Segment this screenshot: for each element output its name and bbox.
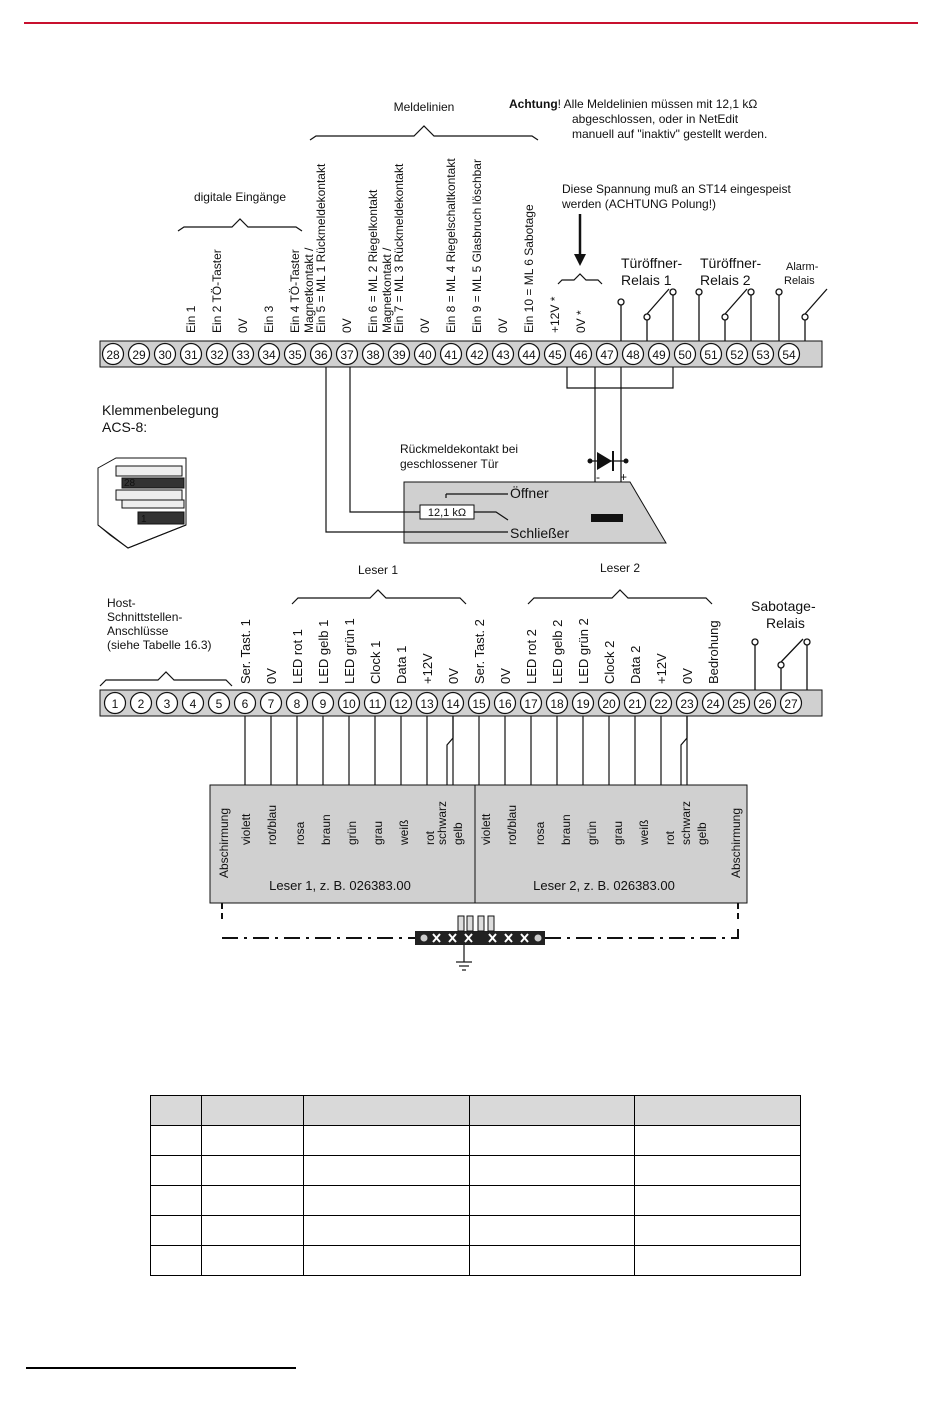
terminal-label: Ein 4 TÖ-Taster bbox=[288, 249, 302, 333]
terminal-41 bbox=[441, 344, 462, 365]
top-label-35 bbox=[288, 249, 302, 333]
wire-label: Abschirmung bbox=[217, 807, 231, 878]
wire-label: braun bbox=[319, 814, 333, 845]
terminal-54 bbox=[779, 344, 800, 365]
terminal-48 bbox=[623, 344, 644, 365]
bottom-label-22: +12V bbox=[654, 653, 669, 684]
terminal-number: 2 bbox=[137, 697, 145, 711]
terminal-number: 15 bbox=[472, 697, 486, 711]
terminal-42 bbox=[467, 344, 488, 365]
terminal-4 bbox=[183, 693, 204, 714]
terminal-10 bbox=[339, 693, 360, 714]
wire-label: rosa bbox=[293, 821, 307, 845]
wire-label: braun bbox=[559, 814, 573, 845]
terminal-number: 10 bbox=[342, 697, 356, 711]
table-header-cell bbox=[202, 1096, 304, 1126]
table-header-cell bbox=[303, 1096, 469, 1126]
terminal-27 bbox=[781, 693, 802, 714]
oeffner-label: Öffner bbox=[510, 485, 549, 501]
terminal-number: 53 bbox=[756, 348, 770, 362]
top-label-44 bbox=[522, 204, 536, 333]
terminal-47 bbox=[597, 344, 618, 365]
top-label-46 bbox=[574, 310, 588, 333]
table-header-row bbox=[151, 1096, 801, 1126]
terminal-number: 27 bbox=[784, 697, 798, 711]
klemmen-label: Klemmenbelegung bbox=[102, 402, 219, 418]
bottom-label-23: 0V bbox=[680, 668, 695, 684]
leser2-box-label: Leser 2, z. B. 026383.00 bbox=[533, 878, 675, 893]
terminal-label: Ein 3 bbox=[262, 305, 276, 333]
terminal-11 bbox=[365, 693, 386, 714]
terminal-number: 39 bbox=[392, 348, 406, 362]
terminal-label: 0V bbox=[236, 318, 250, 333]
terminal-13 bbox=[417, 693, 438, 714]
bottom-label-9: LED gelb 1 bbox=[316, 619, 331, 684]
top-label-34 bbox=[262, 305, 276, 333]
bottom-label-12: Data 1 bbox=[394, 645, 409, 684]
terminal-38 bbox=[363, 344, 384, 365]
terminal-18 bbox=[547, 693, 568, 714]
terminal-21 bbox=[625, 693, 646, 714]
terminal-39 bbox=[389, 344, 410, 365]
bottom-label-11: Clock 1 bbox=[368, 640, 383, 684]
rueckmelde-label: Rückmeldekontakt bei bbox=[400, 442, 519, 456]
bottom-label-7: 0V bbox=[264, 668, 279, 684]
wire-label: schwarz bbox=[435, 800, 449, 845]
klemmen-1: 1 bbox=[141, 514, 147, 525]
tueroeffner2-label: Türöffner- bbox=[700, 255, 762, 271]
wire-label: grau bbox=[611, 820, 625, 845]
terminal-label: Ein 10 = ML 6 Sabotage bbox=[522, 204, 536, 333]
bottom-label-21: Data 2 bbox=[628, 645, 643, 684]
table-row bbox=[151, 1156, 801, 1186]
terminal-33 bbox=[233, 344, 254, 365]
top-label-37 bbox=[340, 318, 354, 333]
magnet-bar bbox=[591, 514, 623, 522]
terminal-number: 49 bbox=[652, 348, 666, 362]
terminal-label: Ein 1 bbox=[184, 305, 198, 333]
terminal-number: 30 bbox=[158, 348, 172, 362]
terminal-number: 52 bbox=[730, 348, 744, 362]
terminal-3 bbox=[157, 693, 178, 714]
terminal-number: 3 bbox=[163, 697, 171, 711]
achtung-note: Achtung! Alle Meldelinien müssen mit 12,1 kΩ bbox=[509, 97, 758, 111]
digitale-eingaenge-label: digitale Eingänge bbox=[193, 190, 287, 204]
bottom-label-18: LED gelb 2 bbox=[550, 619, 565, 684]
wire-label: rot bbox=[423, 830, 437, 845]
terminal-number: 50 bbox=[678, 348, 692, 362]
terminal-label: 0V * bbox=[574, 310, 588, 333]
rueckmelde-label2: geschlossener Tür bbox=[400, 457, 499, 471]
wire-label: violett bbox=[239, 813, 253, 845]
digitale-brace bbox=[178, 219, 302, 231]
terminal-label: 0V bbox=[340, 318, 354, 333]
sabotage-label2: Relais bbox=[766, 615, 805, 631]
terminal-number: 11 bbox=[368, 697, 382, 711]
wire-label: grau bbox=[371, 820, 385, 845]
terminal-number: 36 bbox=[314, 348, 328, 362]
terminal-number: 29 bbox=[132, 348, 146, 362]
top-label-36 bbox=[302, 163, 328, 333]
bottom-terminal-labels bbox=[238, 618, 721, 684]
terminal-16 bbox=[495, 693, 516, 714]
terminal-19 bbox=[573, 693, 594, 714]
table-row bbox=[151, 1186, 801, 1216]
terminal-number: 32 bbox=[210, 348, 224, 362]
bottom-label-6: Ser. Tast. 1 bbox=[238, 619, 253, 684]
terminal-number: 8 bbox=[293, 697, 301, 711]
leser2-brace bbox=[528, 590, 712, 604]
terminal-50 bbox=[675, 344, 696, 365]
sabotage-relay-contact bbox=[752, 639, 810, 690]
terminal-number: 42 bbox=[470, 348, 484, 362]
host-label4: (siehe Tabelle 16.3) bbox=[107, 638, 212, 652]
top-terminal-labels bbox=[184, 158, 588, 333]
terminal-number: 54 bbox=[782, 348, 796, 362]
pin-table bbox=[150, 1095, 801, 1276]
terminal-5 bbox=[209, 693, 230, 714]
resistor-label: 12,1 kΩ bbox=[427, 507, 467, 519]
terminal-46 bbox=[571, 344, 592, 365]
terminal-number: 43 bbox=[496, 348, 510, 362]
alarm-label: Alarm- bbox=[786, 261, 819, 273]
terminal-number: 31 bbox=[184, 348, 198, 362]
alarm-relay-contact bbox=[776, 289, 827, 341]
tueroeffner2-label2: Relais 2 bbox=[700, 272, 751, 288]
spannung-line2: werden (ACHTUNG Polung!) bbox=[562, 197, 717, 211]
wire-label: rot bbox=[663, 830, 677, 845]
terminal-number: 28 bbox=[106, 348, 120, 362]
terminal-number: 26 bbox=[758, 697, 772, 711]
terminal-34 bbox=[259, 344, 280, 365]
terminal-label: +12V * bbox=[548, 296, 562, 333]
terminal-9 bbox=[313, 693, 334, 714]
terminal-label: Ein 2 TÖ-Taster bbox=[210, 249, 224, 333]
bottom-label-8: LED rot 1 bbox=[290, 629, 305, 684]
meldelinien-label: Meldelinien bbox=[393, 100, 455, 114]
bottom-label-20: Clock 2 bbox=[602, 640, 617, 684]
terminal-12 bbox=[391, 693, 412, 714]
top-label-31 bbox=[184, 305, 198, 333]
spannung-arrowhead bbox=[574, 254, 586, 266]
terminal-number: 7 bbox=[267, 697, 275, 711]
host-label3: Anschlüsse bbox=[107, 624, 169, 638]
top-label-40 bbox=[418, 318, 432, 333]
terminal-35 bbox=[285, 344, 306, 365]
terminal-number: 18 bbox=[550, 697, 564, 711]
terminal-number: 6 bbox=[241, 697, 249, 711]
top-label-39 bbox=[380, 163, 406, 333]
reader-wires bbox=[245, 716, 687, 785]
terminal-25 bbox=[729, 693, 750, 714]
table-row bbox=[151, 1126, 801, 1156]
terminal-number: 51 bbox=[704, 348, 718, 362]
terminal-number: 48 bbox=[626, 348, 640, 362]
bottom-label-10: LED grün 1 bbox=[342, 618, 357, 684]
terminal-label: Ein 5 = ML 1 Rückmeldekontakt bbox=[314, 163, 328, 333]
terminal-26 bbox=[755, 693, 776, 714]
terminal-label: 0V bbox=[496, 318, 510, 333]
terminal-label: Ein 7 = ML 3 Rückmeldekontakt bbox=[392, 163, 406, 333]
host-label1: Host- bbox=[107, 596, 136, 610]
terminal-22 bbox=[651, 693, 672, 714]
terminal-15 bbox=[469, 693, 490, 714]
terminal-number: 9 bbox=[319, 697, 327, 711]
terminal-8 bbox=[287, 693, 308, 714]
bottom-label-14: 0V bbox=[446, 668, 461, 684]
terminal-label: Magnetkontakt / bbox=[380, 247, 394, 333]
tueroeffner1-label2: Relais 1 bbox=[621, 272, 672, 288]
wire-label: rot/blau bbox=[265, 804, 279, 845]
terminal-number: 19 bbox=[576, 697, 590, 711]
achtung-line3: manuell auf "inaktiv" gestellt werden. bbox=[572, 127, 768, 141]
sabotage-label: Sabotage- bbox=[751, 598, 816, 614]
terminal-number: 4 bbox=[189, 697, 197, 711]
minus-sign: - bbox=[596, 470, 600, 484]
terminal-30 bbox=[155, 344, 176, 365]
terminal-number: 23 bbox=[680, 697, 694, 711]
terminal-number: 24 bbox=[706, 697, 720, 711]
table-header-cell bbox=[469, 1096, 635, 1126]
bottom-label-15: Ser. Tast. 2 bbox=[472, 619, 487, 684]
table-row bbox=[151, 1216, 801, 1246]
terminal-number: 17 bbox=[524, 697, 538, 711]
wire-label: violett bbox=[479, 813, 493, 845]
wire-label: weiß bbox=[637, 819, 651, 845]
top-label-38 bbox=[366, 189, 380, 333]
bottom-label-19: LED grün 2 bbox=[576, 618, 591, 684]
terminal-number: 38 bbox=[366, 348, 380, 362]
footnote-rule bbox=[26, 1367, 296, 1369]
bottom-label-24: Bedrohung bbox=[706, 620, 721, 684]
klemmen-28: 28 bbox=[124, 478, 136, 489]
terminal-1 bbox=[105, 693, 126, 714]
terminal-49 bbox=[649, 344, 670, 365]
terminal-32 bbox=[207, 344, 228, 365]
terminal-number: 40 bbox=[418, 348, 432, 362]
terminal-number: 20 bbox=[602, 697, 616, 711]
terminal-number: 25 bbox=[732, 697, 746, 711]
terminal-45 bbox=[545, 344, 566, 365]
terminal-number: 1 bbox=[111, 697, 119, 711]
terminal-36 bbox=[311, 344, 332, 365]
host-label2: Schnittstellen- bbox=[107, 610, 183, 624]
terminal-14 bbox=[443, 693, 464, 714]
terminal-31 bbox=[181, 344, 202, 365]
terminal-20 bbox=[599, 693, 620, 714]
leser2-label: Leser 2 bbox=[599, 561, 641, 575]
terminal-number: 46 bbox=[574, 348, 588, 362]
top-label-45 bbox=[548, 296, 562, 333]
relay-1-contact bbox=[618, 289, 676, 341]
terminal-51 bbox=[701, 344, 722, 365]
terminal-number: 44 bbox=[522, 348, 536, 362]
host-brace bbox=[100, 672, 232, 686]
terminal-number: 12 bbox=[394, 697, 408, 711]
wire-label: rot/blau bbox=[505, 804, 519, 845]
terminal-number: 45 bbox=[548, 348, 562, 362]
terminal-number: 22 bbox=[654, 697, 668, 711]
terminal-label: 0V bbox=[418, 318, 432, 333]
table-header-cell bbox=[635, 1096, 801, 1126]
terminal-number: 16 bbox=[498, 697, 512, 711]
terminal-number: 33 bbox=[236, 348, 250, 362]
top-label-33 bbox=[236, 318, 250, 333]
terminal-44 bbox=[519, 344, 540, 365]
top-label-43 bbox=[496, 318, 510, 333]
terminal-52 bbox=[727, 344, 748, 365]
wire-label: Abschirmung bbox=[729, 807, 743, 878]
wire-label: grün bbox=[585, 820, 599, 845]
terminal-label: Magnetkontakt / bbox=[302, 247, 316, 333]
spannung-brace bbox=[558, 274, 602, 284]
meldelinien-brace bbox=[310, 126, 538, 140]
terminal-number: 21 bbox=[628, 697, 642, 711]
terminal-number: 14 bbox=[446, 697, 460, 711]
terminal-label: Ein 9 = ML 5 Glasbruch löschbar bbox=[470, 159, 484, 333]
terminal-23 bbox=[677, 693, 698, 714]
terminal-label: Ein 8 = ML 4 Riegelschaltkontakt bbox=[444, 158, 458, 333]
wire-label: gelb bbox=[695, 822, 709, 845]
terminal-number: 35 bbox=[288, 348, 302, 362]
table-header-cell bbox=[151, 1096, 202, 1126]
spannung-line1: Diese Spannung muß an ST14 eingespeist bbox=[562, 182, 791, 196]
bottom-label-17: LED rot 2 bbox=[524, 629, 539, 684]
relay-2-contact bbox=[696, 289, 754, 341]
terminal-53 bbox=[753, 344, 774, 365]
top-label-42 bbox=[470, 159, 484, 333]
ground-bus-icon bbox=[415, 916, 545, 970]
terminal-29 bbox=[129, 344, 150, 365]
table-row bbox=[151, 1246, 801, 1276]
terminal-number: 34 bbox=[262, 348, 276, 362]
wire-label: grün bbox=[345, 820, 359, 845]
terminal-number: 41 bbox=[444, 348, 458, 362]
plus-sign: + bbox=[620, 470, 628, 484]
tueroeffner1-label: Türöffner- bbox=[621, 255, 683, 271]
terminal-label: Ein 6 = ML 2 Riegelkontakt bbox=[366, 189, 380, 333]
klemmen-label2: ACS-8: bbox=[102, 419, 148, 435]
terminal-40 bbox=[415, 344, 436, 365]
top-label-41 bbox=[444, 158, 458, 333]
terminal-28 bbox=[103, 344, 124, 365]
wire-label: gelb bbox=[451, 822, 465, 845]
alarm-label2: Relais bbox=[784, 275, 815, 287]
terminal-6 bbox=[235, 693, 256, 714]
terminal-37 bbox=[337, 344, 358, 365]
wire-label: weiß bbox=[397, 819, 411, 845]
terminal-number: 13 bbox=[420, 697, 434, 711]
wire-label: rosa bbox=[533, 821, 547, 845]
leser1-brace bbox=[292, 590, 466, 604]
leser1-label: Leser 1 bbox=[357, 563, 399, 577]
terminal-24 bbox=[703, 693, 724, 714]
terminal-7 bbox=[261, 693, 282, 714]
schliesser-label: Schließer bbox=[510, 525, 570, 541]
klemmen-connector-icon bbox=[98, 458, 186, 548]
terminal-17 bbox=[521, 693, 542, 714]
bottom-label-16: 0V bbox=[498, 668, 513, 684]
bottom-label-13: +12V bbox=[420, 653, 435, 684]
top-label-32 bbox=[210, 249, 224, 333]
terminal-2 bbox=[131, 693, 152, 714]
wire-label: schwarz bbox=[679, 800, 693, 845]
achtung-line2: abgeschlossen, oder in NetEdit bbox=[572, 112, 739, 126]
terminal-number: 47 bbox=[600, 348, 614, 362]
terminal-number: 5 bbox=[215, 697, 223, 711]
leser1-box-label: Leser 1, z. B. 026383.00 bbox=[269, 878, 411, 893]
terminal-43 bbox=[493, 344, 514, 365]
terminal-number: 37 bbox=[340, 348, 354, 362]
